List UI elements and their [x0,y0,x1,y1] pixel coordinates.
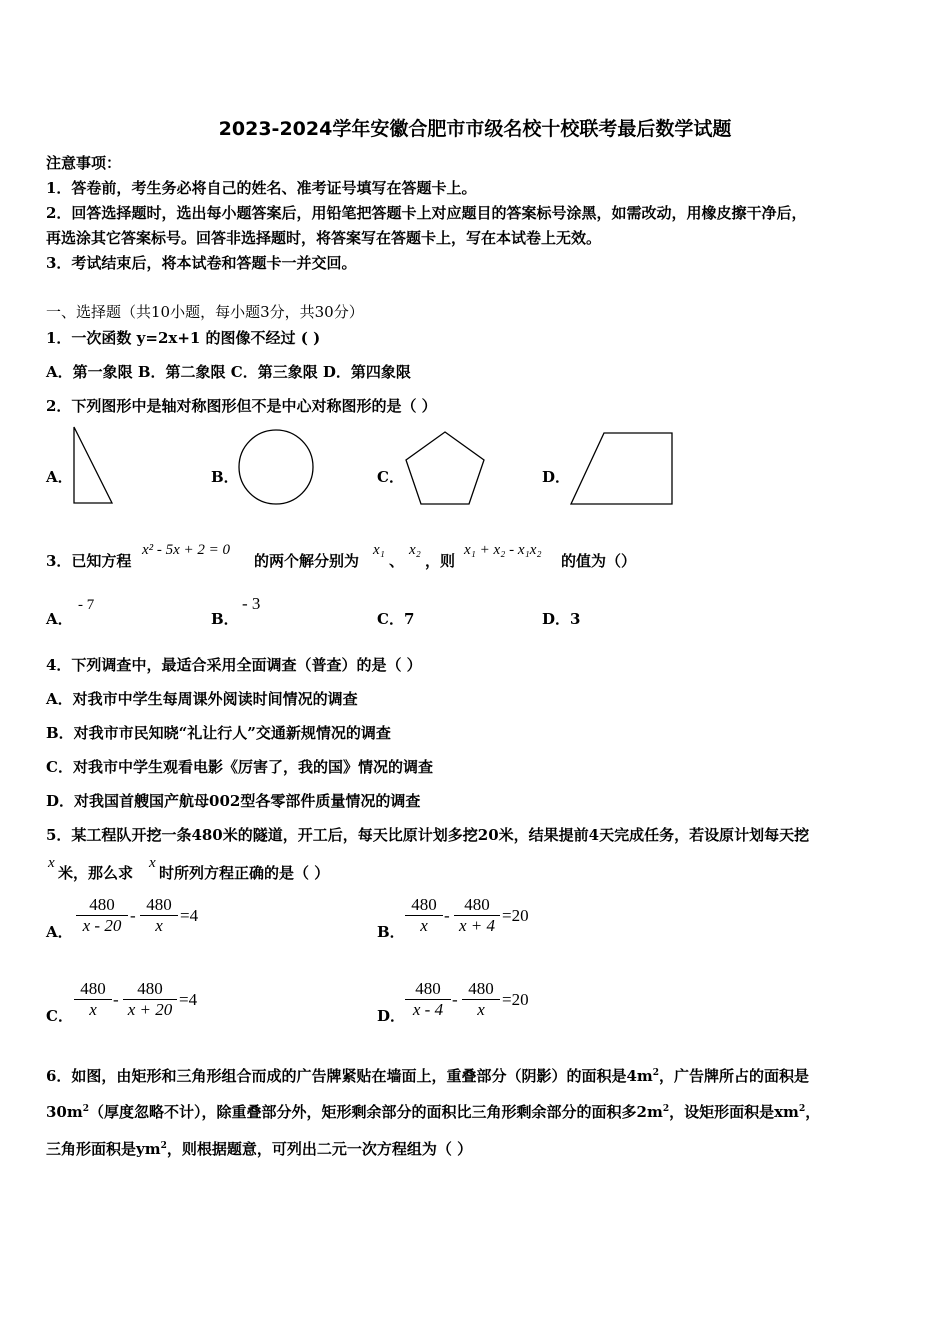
rhs-c: =4 [179,990,198,1009]
sup-4: 2 [798,1104,806,1114]
question-6-line1b: ，广告牌所占的面积是 [659,1067,810,1085]
question-2-label-d: D． [542,468,571,486]
rhs-b: =20 [502,906,529,925]
fraction-a1-denominator: x - 20 [76,915,128,936]
question-5-var-x: x [48,855,55,871]
question-3-label-b: B． [211,610,239,628]
question-4-option-d: D．对我国首艘国产航母002型各零部件质量情况的调查 [46,792,421,810]
question-5-line2b: 时所列方程正确的是（ ） [159,864,330,882]
question-6-line2 [46,1101,820,1122]
fraction-c1-denominator: x [74,999,112,1020]
question-6-line2c: ，设矩形面积是xm [669,1103,799,1121]
trapezoid-figure [568,430,676,508]
question-3-x2: x₂ [409,542,421,558]
section-heading: 一、选择题（共10小题，每小题3分，共30分） [46,303,364,321]
question-1-options: A．第一象限 B．第二象限 C．第三象限 D．第四象限 [46,363,411,381]
question-6-line1a: 6．如图，由矩形和三角形组合而成的广告牌紧贴在墙面上，重叠部分（阴影）的面积是4m [46,1067,653,1085]
question-5-label-a: A． [46,923,73,941]
question-6-line2d: ， [805,1103,821,1121]
question-3-then: ，则 [425,552,456,570]
question-2-stem: 2．下列图形中是轴对称图形但不是中心对称图形的是（ ） [46,397,437,415]
minus-b: - [444,906,450,925]
fraction-b1-numerator: 480 [411,895,437,914]
fraction-d1-numerator: 480 [415,979,441,998]
question-3-expression: x₁ + x₂ - x₁x₂ [464,542,542,558]
page-title: 2023-2024学年安徽合肥市市级名校十校联考最后数学试题 [218,118,732,140]
question-6-line3b: ，则根据题意，可列出二元一次方程组为（ ） [166,1140,473,1158]
fraction-d1-denominator: x - 4 [405,999,451,1020]
question-3-sep: 、 [389,552,405,570]
question-6-line2a: 30m [46,1103,83,1121]
question-4-option-a: A．对我市中学生每周课外阅读时间情况的调查 [46,690,358,708]
sup-3: 2 [662,1104,670,1114]
question-1-stem: 1．一次函数 y=2x+1 的图像不经过 ( ) [46,329,321,347]
question-3-mid: 的两个解分别为 [254,552,360,570]
question-6-line2b: （厚度忽略不计），除重叠部分外，矩形剩余部分的面积比三角形剩余部分的面积多2m [89,1103,663,1121]
question-3-x1: x₁ [373,542,385,558]
fraction-a2 [140,895,178,936]
question-5-label-c: C． [46,1007,73,1025]
question-6-line3a: 三角形面积是ym [46,1140,161,1158]
question-3-suffix: 的值为（） [561,552,637,570]
fraction-d2 [462,979,500,1020]
fraction-d1 [405,979,451,1020]
question-5-line2a: 米，那么求 [58,864,134,882]
sup-5: 2 [160,1141,167,1151]
fraction-b1 [405,895,443,936]
question-5-var-x2: x [149,855,156,871]
rhs-a: =4 [180,906,199,925]
minus-d: - [452,990,458,1009]
fraction-c2-numerator: 480 [137,979,163,998]
fraction-a1-numerator: 480 [89,895,115,914]
fraction-d2-numerator: 480 [468,979,494,998]
question-5-line1: 5．某工程队开挖一条480米的隧道，开工后，每天比原计划多挖20米，结果提前4天完成任务，若设原计划每天挖 [46,826,810,844]
sup-2: 2 [82,1104,90,1114]
question-3-option-b: - 3 [242,594,261,613]
fraction-a2-denominator: x [140,915,178,936]
question-6-line3 [46,1138,472,1159]
fraction-d2-denominator: x [462,999,500,1020]
question-2-label-a: A． [46,468,73,486]
circle-figure [236,427,316,507]
question-4-stem: 4．下列调查中，最适合采用全面调查（普查）的是（ ） [46,656,422,674]
pentagon-figure [402,429,488,507]
question-3-prefix: 3．已知方程 [46,552,132,570]
fraction-c1-numerator: 480 [80,979,106,998]
question-2-label-c: C． [377,468,404,486]
fraction-b2 [454,895,500,936]
fraction-c2-denominator: x + 20 [123,999,177,1020]
right-triangle-figure [70,425,116,507]
rhs-d: =20 [502,990,529,1009]
notice-item-2a: 2．回答选择题时，选出每小题答案后，用铅笔把答题卡上对应题目的答案标号涂黑，如需改动，用橡皮擦干净后， [46,204,807,222]
fraction-a2-numerator: 480 [146,895,172,914]
question-3-option-d: D．3 [542,610,581,628]
question-6-line1 [46,1065,809,1086]
question-5-label-b: B． [377,923,405,941]
fraction-b2-numerator: 480 [464,895,490,914]
fraction-c2 [123,979,177,1020]
minus-a: - [130,906,136,925]
question-3-label-a: A． [46,610,73,628]
notice-item-3: 3．考试结束后，将本试卷和答题卡一并交回。 [46,254,357,272]
fraction-b2-denominator: x + 4 [454,915,500,936]
sup-1: 2 [652,1068,660,1078]
notice-item-1: 1．答卷前，考生务必将自己的姓名、准考证号填写在答题卡上。 [46,179,477,197]
fraction-a1 [76,895,128,936]
question-2-label-b: B． [211,468,239,486]
question-4-option-c: C．对我市中学生观看电影《厉害了，我的国》情况的调查 [46,758,433,776]
notice-item-2b: 再选涂其它答案标号。回答非选择题时，将答案写在答题卡上，写在本试卷上无效。 [46,229,602,247]
question-5-label-d: D． [377,1007,406,1025]
question-3-option-a: - 7 [78,597,95,613]
notice-heading: 注意事项： [46,154,122,172]
question-3-equation: x² - 5x + 2 = 0 [142,542,231,558]
question-4-option-b: B．对我市市民知晓“礼让行人”交通新规情况的调查 [46,724,391,742]
fraction-c1 [74,979,112,1020]
minus-c: - [113,990,119,1009]
fraction-b1-denominator: x [405,915,443,936]
question-3-option-c: C．7 [377,610,415,628]
